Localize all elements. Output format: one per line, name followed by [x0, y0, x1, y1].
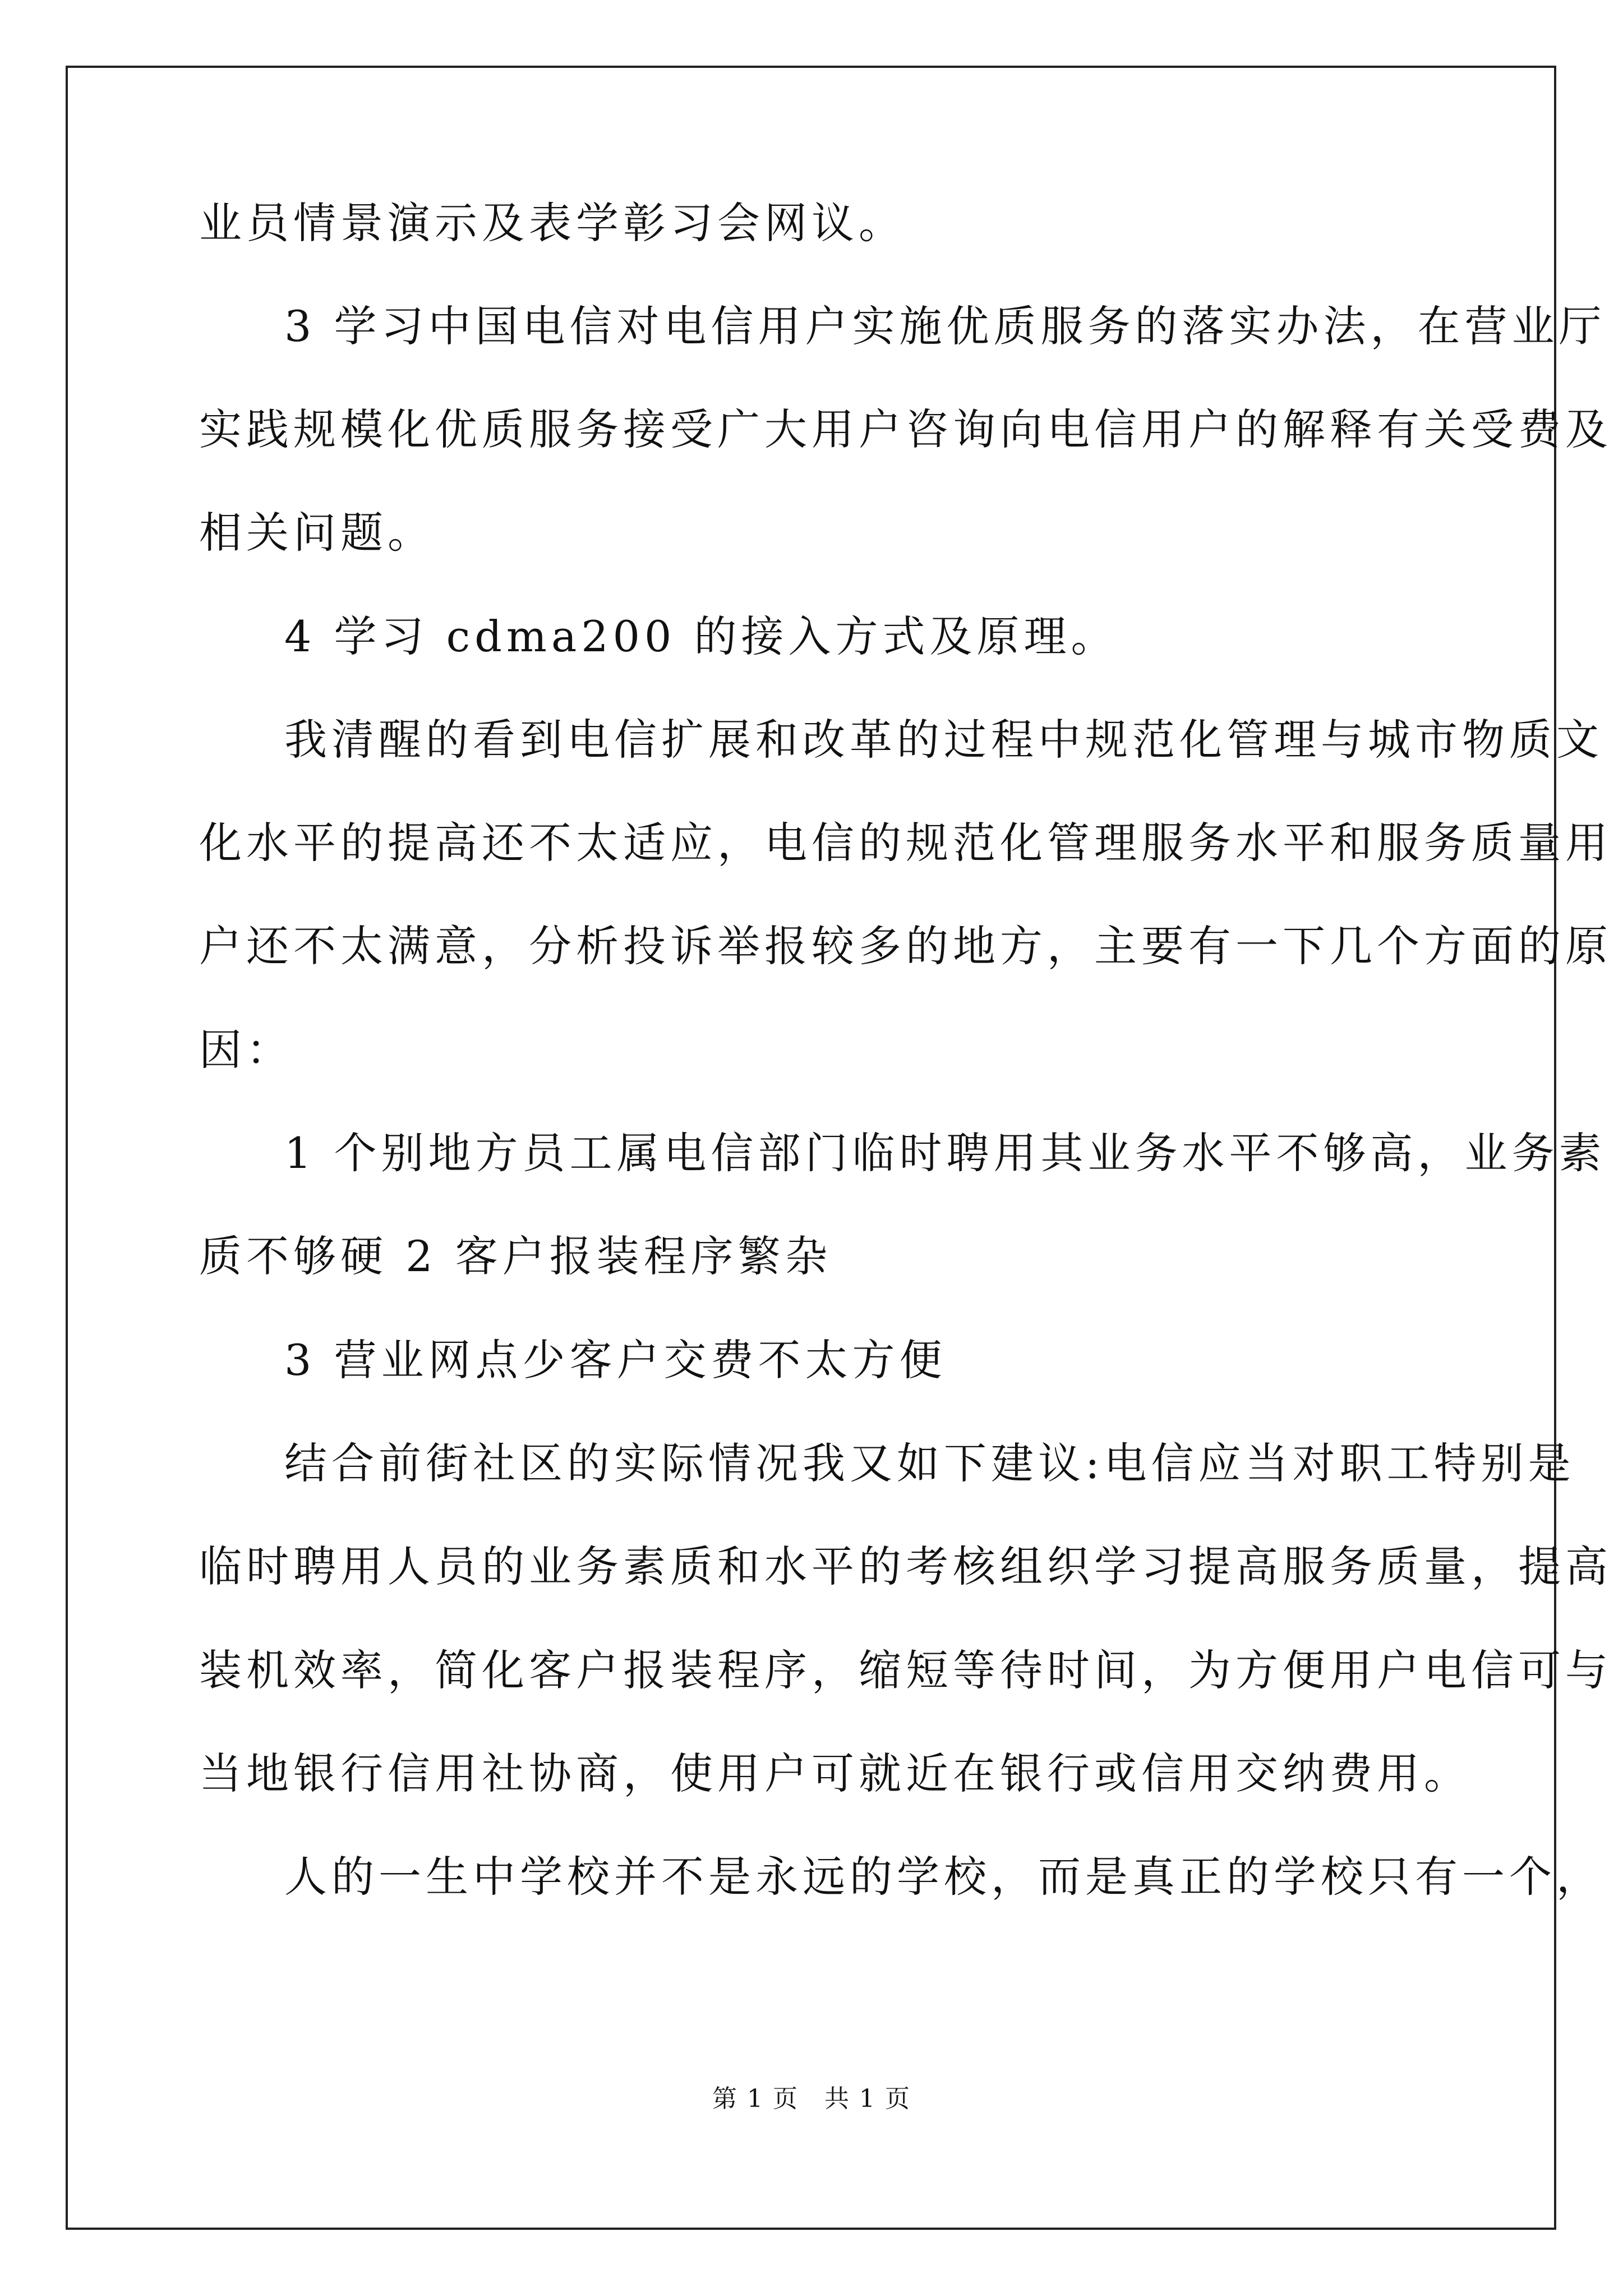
text-line: 3 学习中国电信对电信用户实施优质服务的落实办法，在营业厅 — [284, 301, 1606, 351]
text-line: 因： — [199, 1025, 293, 1075]
text-line: 相关问题。 — [199, 508, 435, 558]
text-line: 质不够硬 2 客户报装程序繁杂 — [199, 1231, 832, 1281]
text-line: 当地银行信用社协商，使用户可就近在银行或信用交纳费用。 — [199, 1749, 1471, 1798]
page-number-footer: 第 1 页 共 1 页 — [712, 2085, 911, 2113]
text-line: 我清醒的看到电信扩展和改革的过程中规范化管理与城市物质文 — [284, 715, 1603, 765]
text-line: 实践规模化优质服务接受广大用户咨询向电信用户的解释有关受费及 — [199, 404, 1612, 454]
text-line: 3 营业网点少客户交费不太方便 — [284, 1335, 947, 1385]
text-line: 化水平的提高还不太适应，电信的规范化管理服务水平和服务质量用 — [199, 818, 1612, 868]
text-line: 人的一生中学校并不是永远的学校，而是真正的学校只有一个， — [284, 1852, 1603, 1902]
text-line: 业员情景演示及表学彰习会网议。 — [199, 198, 906, 248]
text-line: 1 个别地方员工属电信部门临时聘用其业务水平不够高，业务素 — [284, 1128, 1606, 1178]
text-line: 临时聘用人员的业务素质和水平的考核组织学习提高服务质量，提高 — [199, 1542, 1612, 1591]
text-line: 结合前街社区的实际情况我又如下建议:电信应当对职工特别是 — [284, 1438, 1575, 1488]
text-line: 4 学习 cdma200 的接入方式及原理。 — [284, 611, 1118, 661]
text-line: 装机效率，简化客户报装程序，缩短等待时间，为方便用户电信可与 — [199, 1645, 1612, 1695]
text-line: 户还不太满意，分析投诉举报较多的地方，主要有一下几个方面的原 — [199, 921, 1612, 971]
